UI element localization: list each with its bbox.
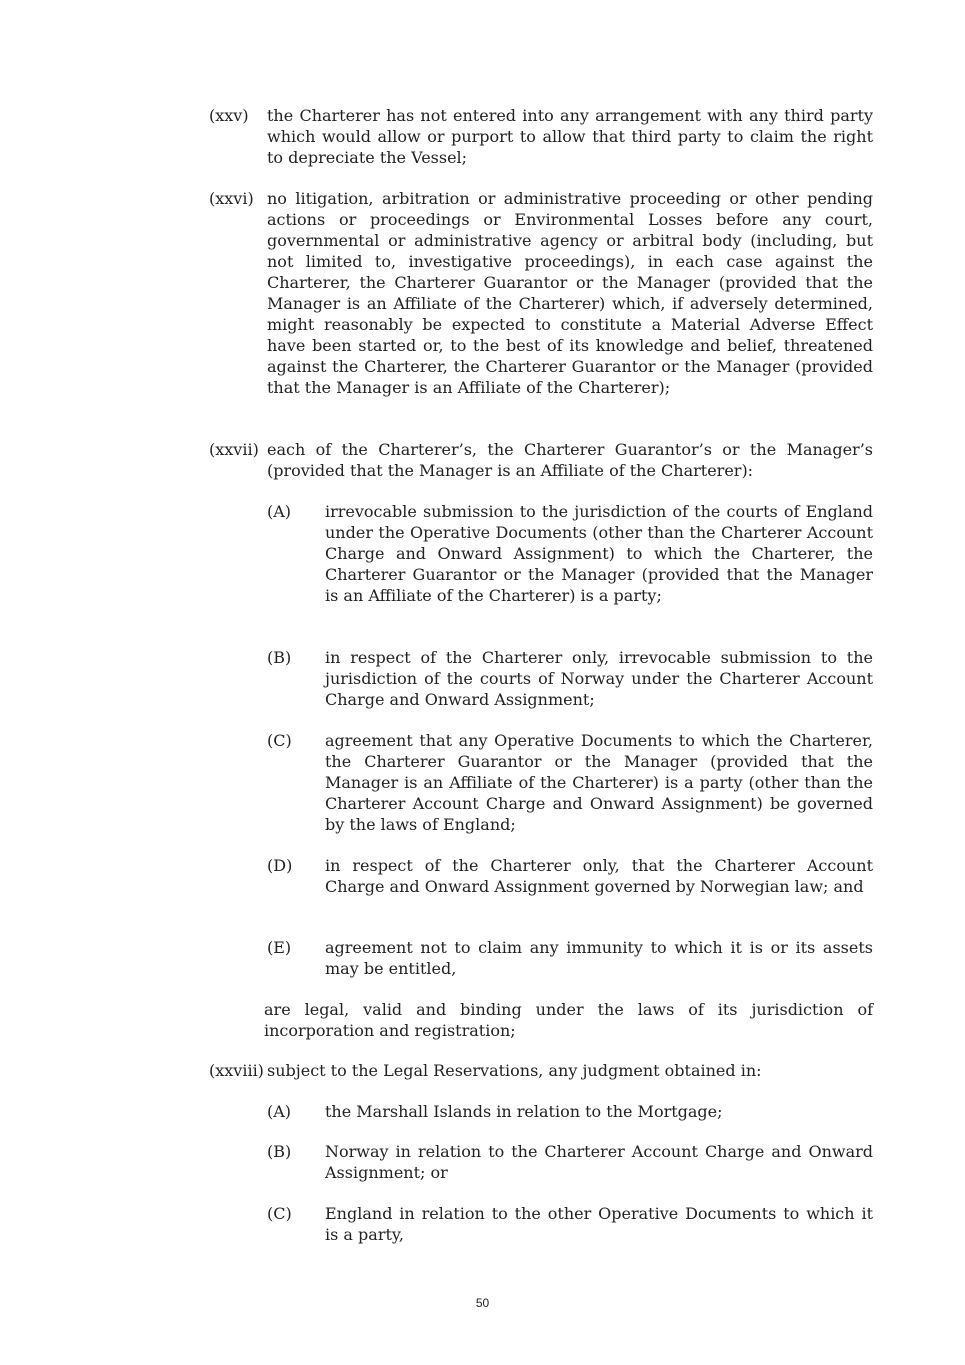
subitem-number: (C)	[267, 1204, 292, 1223]
continuation-text: are legal, valid and binding under the laws of its jurisdiction of incorporation and registration;	[264, 1000, 873, 1040]
subitem-number: (B)	[267, 648, 292, 667]
subitem-number: (C)	[267, 731, 292, 750]
subitem-number: (D)	[267, 856, 293, 875]
subitem-text: in respect of the Charterer only, irrevocable submission to the jurisdiction of the courts of Norway under the Charterer Account Charge and Onward Assignment;	[325, 648, 873, 709]
item-number: (xxviii)	[209, 1061, 264, 1080]
item-number: (xxvi)	[209, 189, 254, 208]
subitem-number: (E)	[267, 938, 292, 957]
subitem-text: England in relation to the other Operative Documents to which it is a party,	[325, 1204, 873, 1244]
item-text: the Charterer has not entered into any arrangement with any third party which would allow or purport to allow that third party to claim the right to depreciate the Vessel;	[267, 106, 873, 167]
subitem-text: irrevocable submission to the jurisdiction of the courts of England under the Operative Documents (other than the Charterer Account Charge and Onward Assignment) to which the Charterer, the Charterer Guarantor or the Manager (provided that the Manager is an Affiliate of the Charterer) is a party;	[325, 502, 873, 605]
item-number: (xxvii)	[209, 440, 259, 459]
item-number: (xxv)	[209, 106, 249, 125]
subitem-number: (A)	[267, 502, 292, 521]
subitem-text: agreement that any Operative Documents to which the Charterer, the Charterer Guarantor or the Manager (provided that the Manager is an Affiliate of the Charterer) is a party (other than the Charterer Account Charge and Onward Assignment) be governed by the laws of England;	[325, 731, 873, 834]
item-text: each of the Charterer’s, the Charterer Guarantor’s or the Manager’s (provided that the Manager is an Affiliate of the Charterer):	[267, 440, 873, 480]
subitem-text: Norway in relation to the Charterer Account Charge and Onward Assignment; or	[325, 1142, 873, 1182]
subitem-number: (A)	[267, 1102, 292, 1121]
subitem-number: (B)	[267, 1142, 292, 1161]
item-text: no litigation, arbitration or administrative proceeding or other pending actions or proceedings or Environmental Losses before any court, governmental or administrative agency or arbitral body (including, but not limited to, investigative proceedings), in each case against the Charterer, the Charterer Guarantor or the Manager (provided that the Manager is an Affiliate of the Charterer) which, if adversely determined, might reasonably be expected to constitute a Material Adverse Effect have been started or, to the best of its knowledge and belief, threatened against the Charterer, the Charterer Guarantor or the Manager (provided that the Manager is an Affiliate of the Charterer);	[267, 189, 873, 397]
item-text: subject to the Legal Reservations, any judgment obtained in:	[267, 1061, 762, 1080]
page-number: 50	[475, 1296, 490, 1310]
subitem-text: the Marshall Islands in relation to the Mortgage;	[325, 1102, 723, 1121]
subitem-text: agreement not to claim any immunity to which it is or its assets may be entitled,	[325, 938, 873, 978]
subitem-text: in respect of the Charterer only, that the Charterer Account Charge and Onward Assignment governed by Norwegian law; and	[325, 856, 873, 896]
